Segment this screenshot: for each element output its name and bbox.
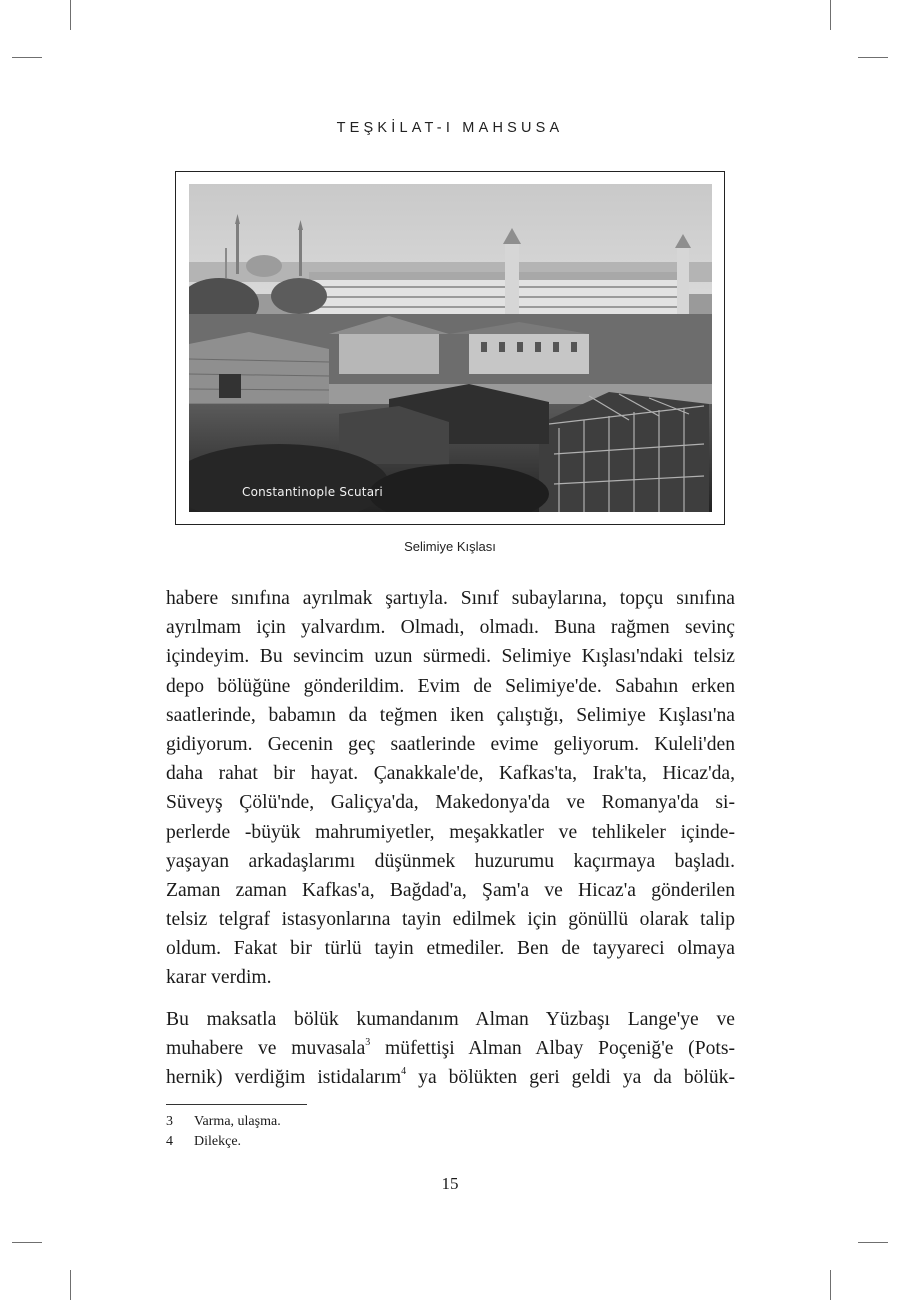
text-line: perlerde -büyük mahrumiyetler, meşakkatler ve tehlikeler içinde- (166, 821, 735, 843)
text-line: yaşayan arkadaşlarımı düşünmek huzurumu kaçırmaya başladı. (166, 850, 735, 872)
page-number: 15 (441, 1174, 459, 1193)
photo-inscription: Constantinople Scutari (242, 485, 383, 499)
crop-mark (858, 57, 888, 58)
text-line: telsiz telgraf istasyonlarına tayin edilmek için gönüllü olarak talip (166, 909, 735, 931)
crop-mark (830, 1270, 831, 1300)
crop-mark (858, 1242, 888, 1243)
body-text (166, 584, 735, 1092)
text-line: ayrılmam için yalvardım. Olmadı, olmadı. Buna rağmen sevinç (166, 617, 735, 639)
footnote-rule (166, 1104, 307, 1105)
text-line: Zaman zaman Kafkas'a, Bağdad'a, Şam'a ve Hicaz'a gönderilen (166, 879, 735, 901)
text-segment: muhabere ve muvasala (166, 1037, 366, 1059)
footnote (166, 1132, 281, 1152)
text-line (166, 1034, 735, 1063)
text-line: saatlerinde, babamın da teğmen iken çalıştığı, Selimiye Kışlası'na (166, 704, 735, 726)
crop-mark (12, 1242, 42, 1243)
footnote-text: Varma, ulaşma. (194, 1114, 281, 1129)
footnotes (166, 1112, 281, 1152)
text-line: habere sınıfına ayrılmak şartıyla. Sınıf subaylarına, topçu sınıfına (166, 588, 735, 609)
crop-mark (12, 57, 42, 58)
text-line: Süveyş Çölü'nde, Galiçya'da, Makedonya'da ve Romanya'da si- (166, 792, 735, 814)
text-line: gidiyorum. Gecenin geç saatlerinde evime geliyorum. Kuleli'den (166, 733, 735, 755)
footnote-ref: 3 (365, 1037, 371, 1049)
crop-mark (830, 0, 831, 30)
text-line: içindeyim. Bu sevincim uzun sürmedi. Selimiye Kışlası'ndaki telsiz (166, 646, 735, 668)
text-segment: hernik) verdiğim istidalarım (166, 1067, 402, 1088)
crop-mark (70, 1270, 71, 1300)
figure-caption: Selimiye Kışlası (404, 539, 496, 554)
text-segment: ya bölükten geri geldi ya da bölük- (406, 1067, 736, 1088)
running-head: TEŞKİLAT-I MAHSUSA (336, 120, 564, 136)
crop-mark (70, 0, 71, 30)
footnote-number: 4 (166, 1134, 173, 1149)
footnote-text: Dilekçe. (194, 1134, 242, 1149)
text-line: daha rahat bir hayat. Çanakkale'de, Kafkas'ta, Irak'ta, Hicaz'da, (166, 763, 735, 785)
paragraph (166, 584, 735, 993)
footnote-number: 3 (166, 1114, 173, 1129)
text-segment: müfettişi Alman Albay Poçeniğ'e (Pots- (370, 1037, 735, 1059)
historical-photo (189, 184, 712, 512)
text-line: oldum. Fakat bir türlü tayin etmediler. Ben de tayyareci olmaya (166, 938, 735, 960)
text-line: depo bölüğüne gönderildim. Evim de Selimiye'de. Sabahın erken (166, 675, 735, 697)
footnote-ref: 4 (401, 1066, 407, 1078)
text-line: Bu maksatla bölük kumandanım Alman Yüzbaşı Lange'ye ve (166, 1008, 735, 1030)
text-line (166, 1063, 735, 1092)
footnote (166, 1112, 281, 1132)
text-line: karar verdim. (166, 967, 272, 989)
paragraph (166, 1005, 735, 1093)
